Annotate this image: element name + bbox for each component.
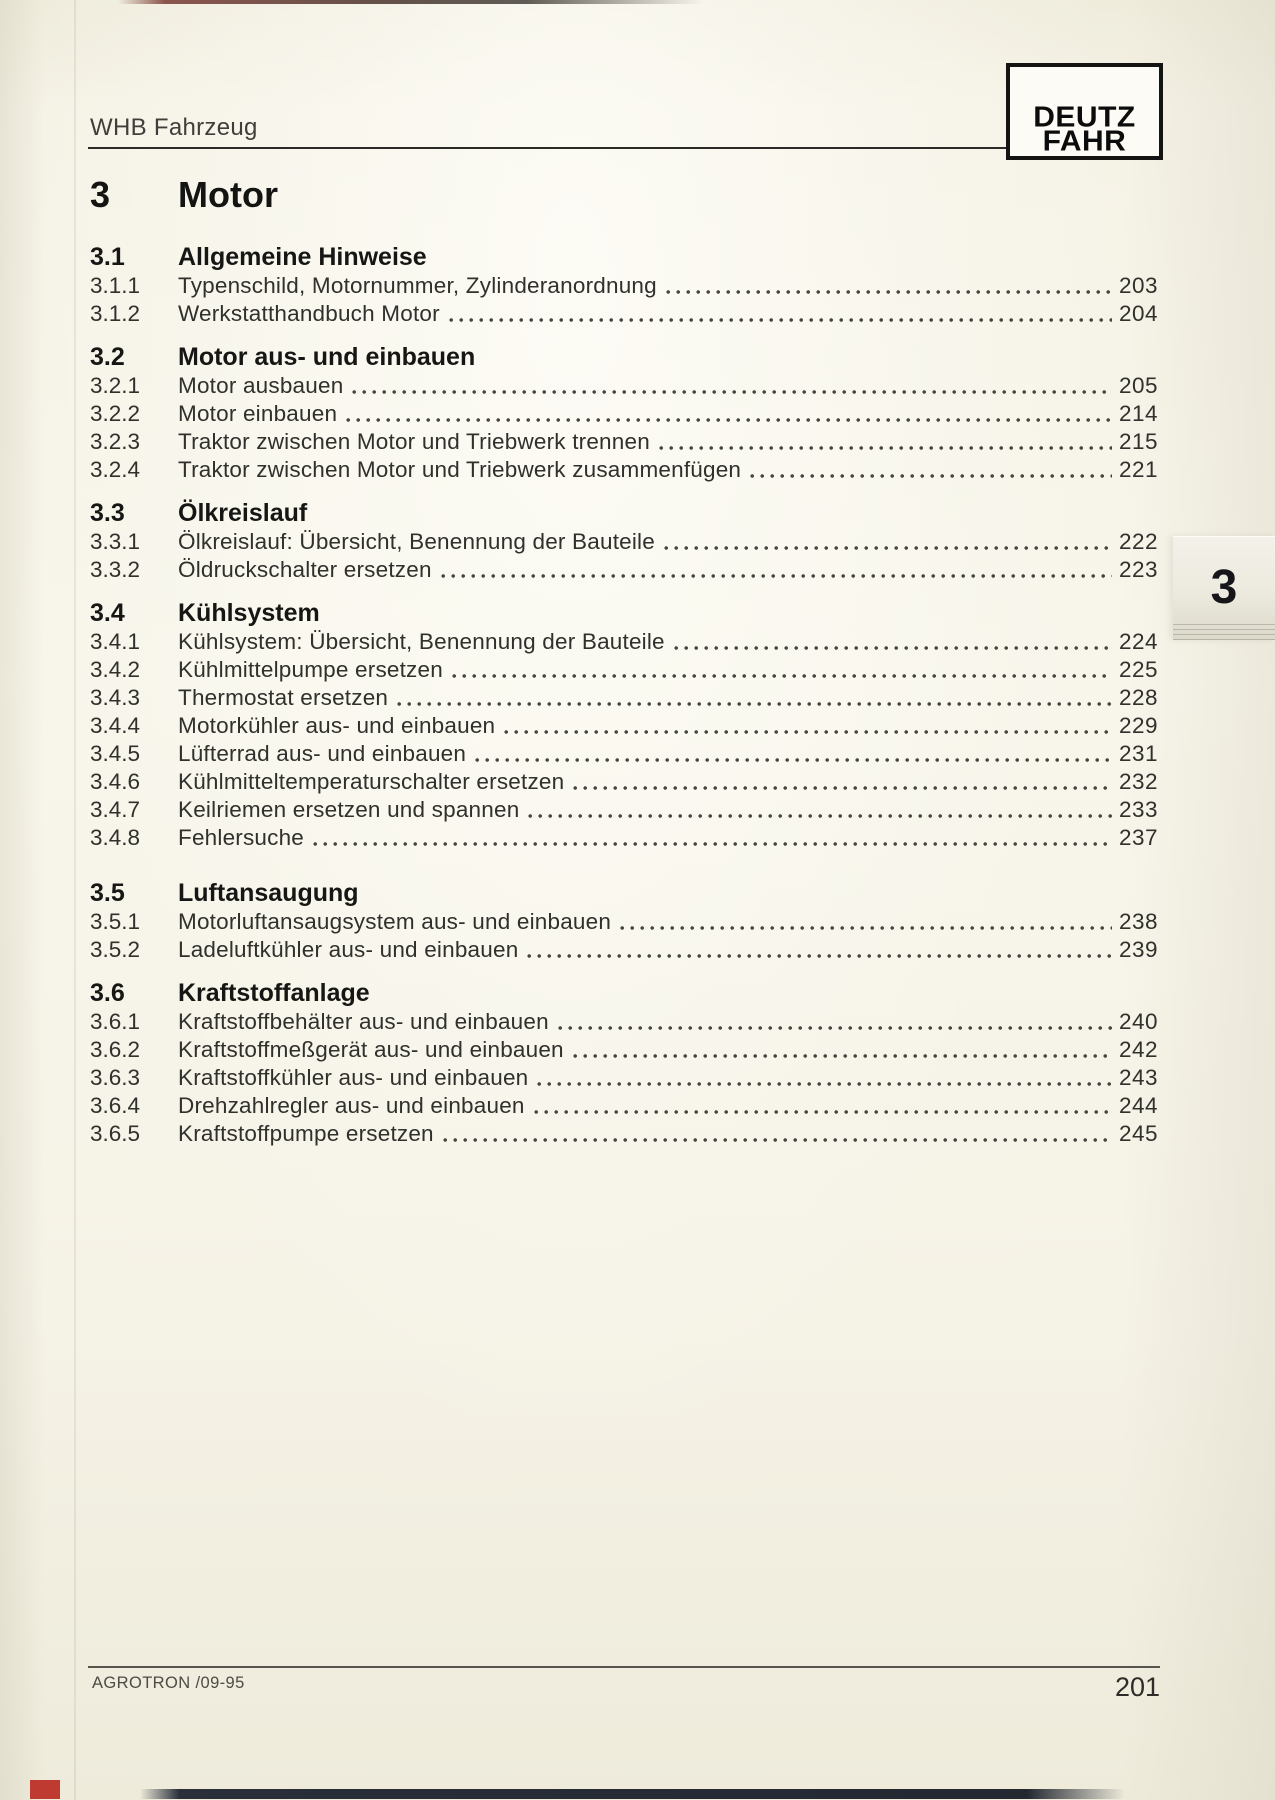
deutz-fahr-logo: [1006, 63, 1163, 160]
entry-page-number: 222: [1118, 529, 1158, 554]
dot-leader: [449, 317, 1112, 323]
dot-leader: [558, 1025, 1112, 1031]
entry-page-number: 221: [1118, 457, 1158, 482]
entry-number: 3.5.1: [90, 909, 141, 934]
toc-section: [90, 598, 1158, 852]
toc-entry: [90, 528, 1158, 556]
entry-title: Thermostat ersetzen: [178, 685, 389, 710]
footer-model-ref: AGROTRON /09-95: [92, 1674, 245, 1692]
entry-number: 3.1.1: [90, 273, 141, 298]
entry-page-number: 244: [1118, 1093, 1158, 1118]
entry-page-number: 243: [1118, 1065, 1158, 1090]
section-header: [90, 978, 1158, 1008]
entry-title: Kühlsystem: Übersicht, Benennung der Bauteile: [178, 629, 665, 654]
section-header: [90, 342, 1158, 372]
toc-entry: [90, 300, 1158, 328]
toc-entry: [90, 740, 1158, 768]
entry-number: 3.6.3: [90, 1065, 141, 1090]
toc-section: [90, 978, 1158, 1148]
toc-section: [90, 342, 1158, 484]
section-title: Allgemeine Hinweise: [178, 243, 427, 271]
dot-leader: [441, 573, 1112, 579]
section-title: Luftansaugung: [178, 879, 359, 907]
entry-page-number: 203: [1118, 273, 1158, 298]
toc: [90, 242, 1158, 1148]
logo-line-1: DEUTZ: [1033, 101, 1136, 134]
entry-title: Motorkühler aus- und einbauen: [178, 713, 496, 738]
toc-entry: [90, 1120, 1158, 1148]
entry-page-number: 224: [1118, 629, 1158, 654]
toc-entry: [90, 908, 1158, 936]
dot-leader: [452, 673, 1112, 679]
dot-leader: [397, 701, 1112, 707]
entry-number: 3.4.2: [90, 657, 141, 682]
entry-number: 3.3.2: [90, 557, 141, 582]
section-title: Motor aus- und einbauen: [178, 343, 476, 371]
entry-number: 3.4.6: [90, 769, 141, 794]
entry-title: Motorluftansaugsystem aus- und einbauen: [178, 909, 612, 934]
entry-title: Traktor zwischen Motor und Triebwerk trennen: [178, 429, 650, 454]
section-number: 3.1: [90, 243, 125, 271]
header-rule: [88, 147, 1158, 149]
document-title: WHB Fahrzeug: [90, 114, 258, 141]
toc-entry: [90, 936, 1158, 964]
entry-number: 3.4.5: [90, 741, 141, 766]
section-title: Kraftstoffanlage: [178, 979, 370, 1007]
scan-artifact-bottom-red-mark: [30, 1780, 60, 1799]
toc-entry: [90, 656, 1158, 684]
entry-page-number: 225: [1118, 657, 1158, 682]
entry-number: 3.6.1: [90, 1009, 141, 1034]
toc-entry: [90, 768, 1158, 796]
entry-number: 3.4.8: [90, 825, 141, 850]
entry-number: 3.2.1: [90, 373, 141, 398]
dot-leader: [573, 785, 1112, 791]
entry-title: Keilriemen ersetzen und spannen: [178, 797, 520, 822]
chapter-thumb-tab-label: 3: [1210, 561, 1238, 614]
entry-title: Kühlmittelpumpe ersetzen: [178, 657, 443, 682]
entry-page-number: 238: [1118, 909, 1158, 934]
dot-leader: [674, 645, 1112, 651]
section-number: 3.2: [90, 343, 125, 371]
dot-leader: [750, 473, 1112, 479]
entry-number: 3.4.4: [90, 713, 141, 738]
toc-entry: [90, 796, 1158, 824]
toc-section: [90, 878, 1158, 964]
entry-title: Lüfterrad aus- und einbauen: [178, 741, 467, 766]
section-header: [90, 598, 1158, 628]
entry-page-number: 229: [1118, 713, 1158, 738]
dot-leader: [534, 1109, 1112, 1115]
entry-page-number: 214: [1118, 401, 1158, 426]
dot-leader: [313, 841, 1112, 847]
dot-leader: [443, 1137, 1112, 1143]
entry-page-number: 240: [1118, 1009, 1158, 1034]
section-header: [90, 242, 1158, 272]
entry-page-number: 245: [1118, 1121, 1158, 1146]
dot-leader: [528, 813, 1112, 819]
entry-page-number: 237: [1118, 825, 1158, 850]
entry-number: 3.6.2: [90, 1037, 141, 1062]
entry-page-number: 223: [1118, 557, 1158, 582]
entry-title: Typenschild, Motornummer, Zylinderanordnung: [178, 273, 657, 298]
entry-title: Fehlersuche: [178, 825, 305, 850]
toc-section: [90, 498, 1158, 584]
dot-leader: [664, 545, 1112, 551]
entry-title: Motor ausbauen: [178, 373, 344, 398]
toc-entry: [90, 628, 1158, 656]
entry-title: Drehzahlregler aus- und einbauen: [178, 1093, 525, 1118]
entry-page-number: 205: [1118, 373, 1158, 398]
footer-rule: [88, 1666, 1160, 1668]
entry-number: 3.4.3: [90, 685, 141, 710]
entry-number: 3.6.4: [90, 1093, 141, 1118]
toc-entry: [90, 1036, 1158, 1064]
toc-entry: [90, 372, 1158, 400]
entry-page-number: 204: [1118, 301, 1158, 326]
entry-number: 3.2.2: [90, 401, 141, 426]
section-number: 3.6: [90, 979, 125, 1007]
toc-section: [90, 242, 1158, 328]
entry-number: 3.6.5: [90, 1121, 141, 1146]
dot-leader: [659, 445, 1112, 451]
entry-title: Kraftstoffbehälter aus- und einbauen: [178, 1009, 549, 1034]
dot-leader: [352, 389, 1112, 395]
section-header: [90, 498, 1158, 528]
entry-page-number: 242: [1118, 1037, 1158, 1062]
entry-number: 3.1.2: [90, 301, 141, 326]
chapter-heading: [90, 174, 278, 216]
toc-entry: [90, 1008, 1158, 1036]
toc-entry: [90, 456, 1158, 484]
entry-number: 3.4.1: [90, 629, 141, 654]
entry-page-number: 232: [1118, 769, 1158, 794]
paper-crease: [74, 0, 76, 1800]
section-header: [90, 878, 1158, 908]
entry-title: Ladeluftkühler aus- und einbauen: [178, 937, 519, 962]
chapter-thumb-tab: [1173, 536, 1275, 640]
entry-page-number: 239: [1118, 937, 1158, 962]
entry-title: Ölkreislauf: Übersicht, Benennung der Bauteile: [178, 529, 655, 554]
toc-entry: [90, 824, 1158, 852]
entry-page-number: 228: [1118, 685, 1158, 710]
toc-entry: [90, 712, 1158, 740]
toc-entry: [90, 400, 1158, 428]
entry-title: Kraftstoffpumpe ersetzen: [178, 1121, 434, 1146]
entry-number: 3.5.2: [90, 937, 141, 962]
footer-page-number: 201: [1114, 1672, 1160, 1702]
section-title: Kühlsystem: [178, 599, 320, 627]
entry-number: 3.3.1: [90, 529, 141, 554]
toc-entry: [90, 428, 1158, 456]
dot-leader: [475, 757, 1112, 763]
entry-page-number: 233: [1118, 797, 1158, 822]
entry-page-number: 215: [1118, 429, 1158, 454]
entry-title: Öldruckschalter ersetzen: [178, 557, 432, 582]
dot-leader: [573, 1053, 1112, 1059]
scan-artifact-bottom-strip: [140, 1789, 1125, 1799]
dot-leader: [527, 953, 1112, 959]
toc-entry: [90, 556, 1158, 584]
entry-title: Kraftstoffkühler aus- und einbauen: [178, 1065, 529, 1090]
entry-title: Traktor zwischen Motor und Triebwerk zusammenfügen: [178, 457, 742, 482]
section-number: 3.3: [90, 499, 125, 527]
toc-entry: [90, 1092, 1158, 1120]
dot-leader: [346, 417, 1112, 423]
section-number: 3.5: [90, 879, 125, 907]
entry-number: 3.2.3: [90, 429, 141, 454]
toc-entry: [90, 1064, 1158, 1092]
entry-title: Kühlmitteltemperaturschalter ersetzen: [178, 769, 565, 794]
section-title: Ölkreislauf: [178, 499, 308, 527]
chapter-title: Motor: [178, 174, 278, 215]
dot-leader: [620, 925, 1112, 931]
entry-number: 3.2.4: [90, 457, 141, 482]
logo-line-2: FAHR: [1042, 125, 1127, 158]
entry-page-number: 231: [1118, 741, 1158, 766]
entry-title: Kraftstoffmeßgerät aus- und einbauen: [178, 1037, 564, 1062]
dot-leader: [504, 729, 1112, 735]
entry-title: Motor einbauen: [178, 401, 338, 426]
entry-number: 3.4.7: [90, 797, 141, 822]
entry-title: Werkstatthandbuch Motor: [178, 301, 440, 326]
chapter-number: 3: [90, 174, 111, 215]
dot-leader: [666, 289, 1112, 295]
section-number: 3.4: [90, 599, 125, 627]
toc-entry: [90, 684, 1158, 712]
dot-leader: [537, 1081, 1112, 1087]
scan-artifact-top-edge: [118, 0, 703, 4]
toc-entry: [90, 272, 1158, 300]
